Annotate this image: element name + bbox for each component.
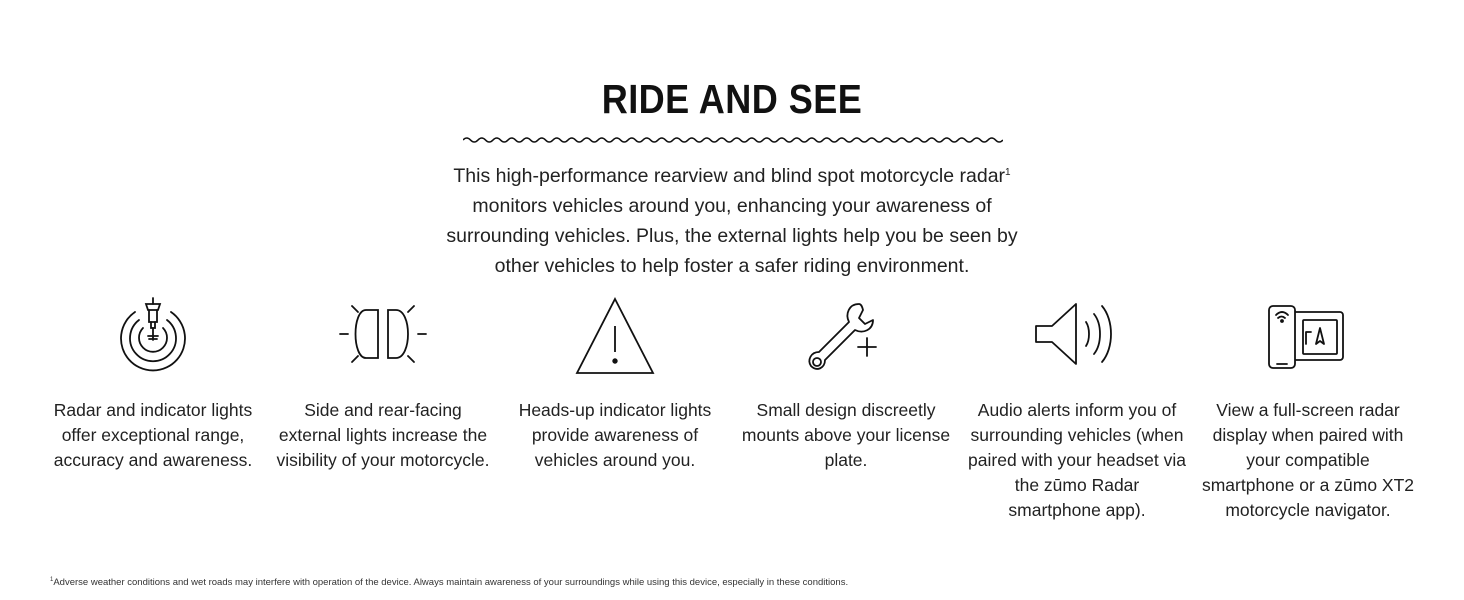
feature-list <box>0 296 1464 536</box>
feature-text: Side and rear-facing external lights increase the visibility of your motorcycle. <box>276 400 490 470</box>
speaker-icon <box>1032 296 1122 378</box>
wave-divider <box>463 132 1003 148</box>
feature-audio <box>967 296 1187 523</box>
feature-text: Heads-up indicator lights provide awareness of vehicles around you. <box>518 400 712 470</box>
feature-text: Audio alerts inform you of surrounding vehicles (when paired with your headset via the zūmo Radar smartphone app). <box>968 400 1186 520</box>
intro-text-start: This high-performance rearview and blind spot motorcycle radar <box>453 165 1006 187</box>
intro-paragraph <box>432 158 1032 281</box>
feature-text: Small design discreetly mounts above your license plate. <box>741 400 951 470</box>
feature-warning <box>505 296 725 473</box>
wrench-icon <box>801 296 891 378</box>
section-title: RIDE AND SEE <box>601 76 863 122</box>
footnote <box>50 577 848 588</box>
feature-text: Radar and indicator lights offer exceptional range, accuracy and awareness. <box>53 400 253 470</box>
intro-text-end: monitors vehicles around you, enhancing your awareness of surrounding vehicles. Plus, the external lights help you be seen by other vehicles to help foster a safer riding environment. <box>446 195 1018 277</box>
feature-radar <box>43 296 263 473</box>
footnote-text: Adverse weather conditions and wet roads may interfere with operation of the device. Always maintain awareness of your surroundings while using this device, especially in these conditions. <box>53 577 849 588</box>
radar-icon <box>108 296 198 378</box>
intro-footnote-marker: 1 <box>1005 167 1011 178</box>
lights-icon <box>338 296 428 378</box>
warning-icon <box>570 296 660 378</box>
feature-display <box>1198 296 1418 523</box>
footnote-marker: 1 <box>50 577 54 583</box>
feature-wrench <box>736 296 956 473</box>
feature-lights <box>273 296 493 473</box>
phone-navigator-icon <box>1263 296 1353 378</box>
feature-text: View a full-screen radar display when paired with your compatible smartphone or a zūmo XT2 motorcycle navigator. <box>1201 400 1415 520</box>
